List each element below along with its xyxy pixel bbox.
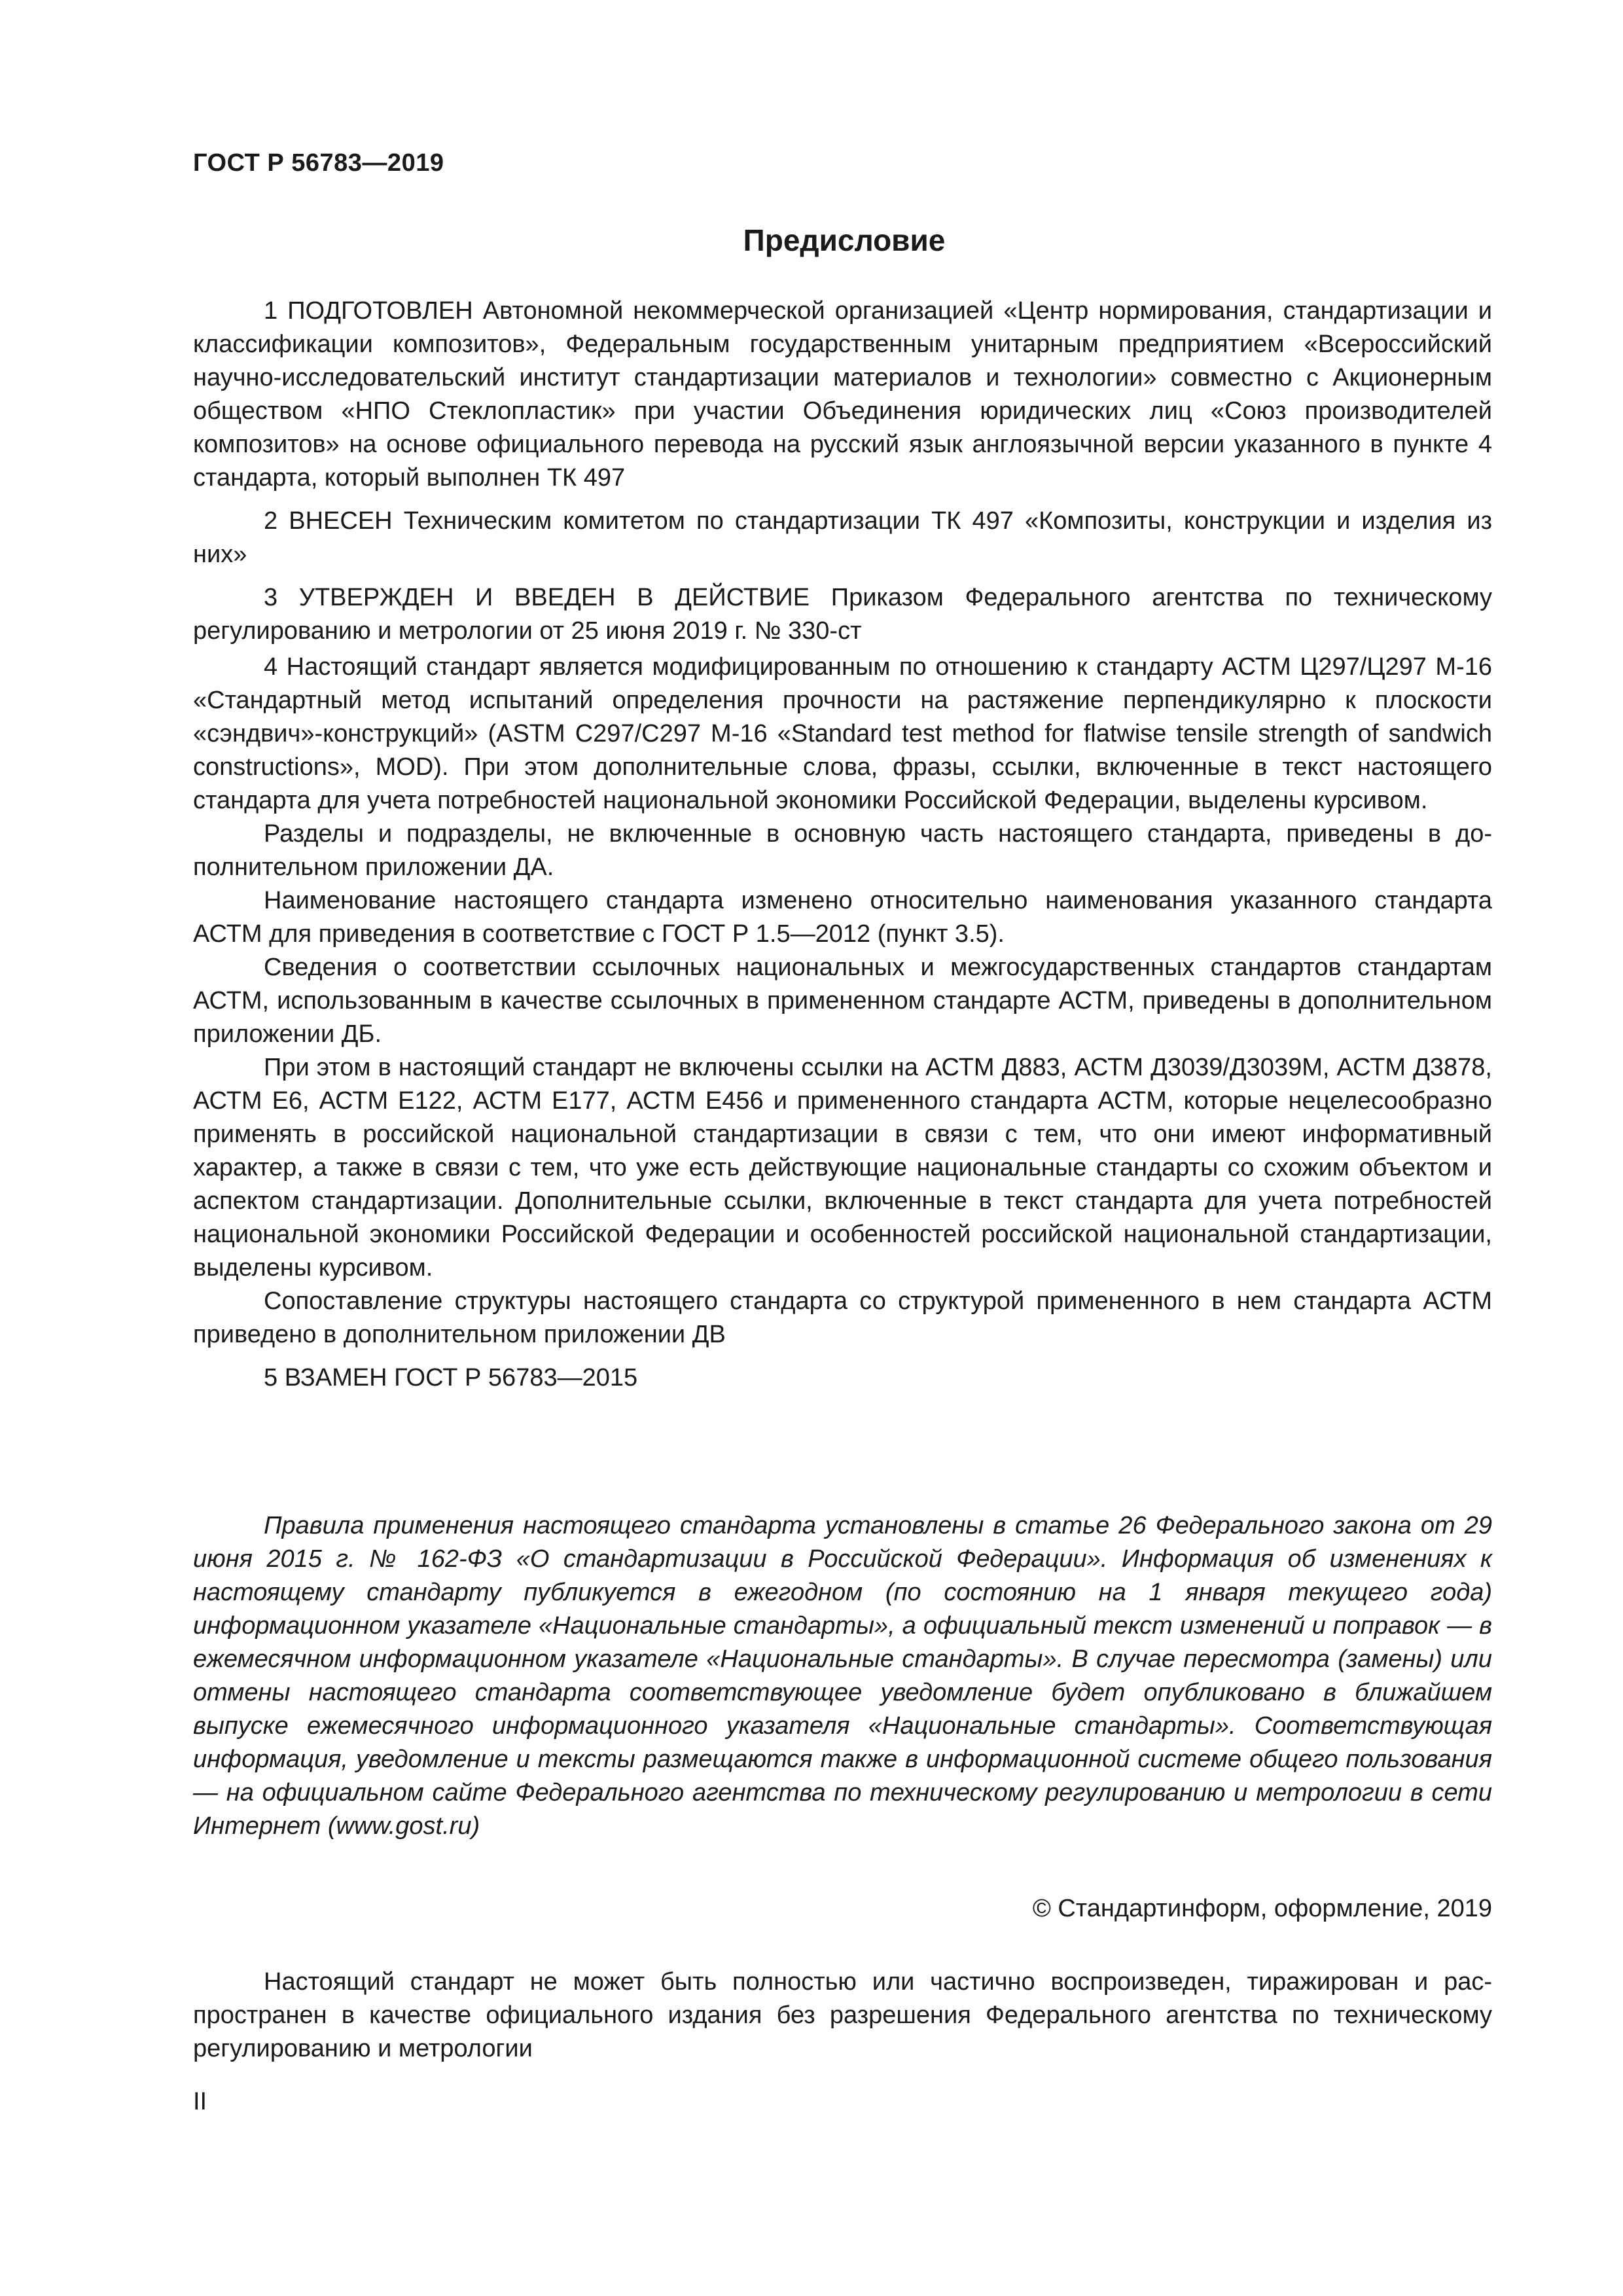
paragraph-introduced: 2 ВНЕСЕН Техническим комитетом по стандартизации ТК 497 «Композиты, конструкции и изделия из них» xyxy=(193,507,1492,568)
paragraph-prepared: 1 ПОДГОТОВЛЕН Автономной некоммерческой организацией «Центр нормирования, стандартизации и классификации композитов», Федеральным государственным унитарным предприятием «Всероссийский научно-исследовательский институт стандартизации материалов и технологии» совместно с Акционерным обществом «НПО Стеклопластик» при участии Объединения юридических лиц «Союз производителей композитов» на основе официального перевода на русский язык англоязычной версии указанного в пункте 4 стандарта, который выполнен ТК 497 xyxy=(193,297,1492,492)
paragraph-sections: Разделы и подразделы, не включенные в основную часть настоящего стандарта, приведены в дополнительном приложении ДА. xyxy=(193,820,1492,881)
copyright-line: © Стандартинформ, оформление, 2019 xyxy=(1032,1895,1492,1922)
paragraph-modified: 4 Настоящий стандарт является модифицированным по отношению к стандарту АСТМ Ц297/Ц297 М-16 «Стандартный метод испытаний определения прочности на растяжение перпендикулярно к плоскости «сэндвич»-конструкций» (ASTM C297/C297 M-16 «Standard test method for flatwise tensile strength of sandwich constructions», MOD). При этом дополнительные слова, фразы, ссылки, включенные в текст настоящего стандарта для учета потребностей национальной экономики Российской Федерации, выделены курсивом. xyxy=(193,653,1492,814)
document-code: ГОСТ Р 56783—2019 xyxy=(193,149,444,177)
reprint-text: Настоящий стандарт не может быть полностью или частично воспроизведен, тиражирован и распространен в качестве официального издания без разрешения Федерального агентства по техническому регулированию и метрологии xyxy=(193,1968,1492,2062)
preface-body xyxy=(193,295,1492,1395)
notice-text: Правила применения настоящего стандарта установлены в статье 26 Федерального закона от 29 июня 2015 г. № 162-ФЗ «О стандартизации в Российской Федерации». Информация об изменениях к настоящему стандарту публикуется в ежегодном (по состоянию на 1 января текущего года) информационном указателе «Национальные стандарты», а официальный текст изменений и поправок — в ежемесячном информационном указателе «Национальные стандарты». В случае пересмотра (замены) или отмены настоящего стандарта соответствующее уведомление будет опубликовано в ближайшем выпуске ежемесячного информационного указателя «Национальные стандарты». Соответствующая информация, уведомление и тексты размещаются также в информационной системе общего пользования — на официальном сайте Федерального агентства по техническому регулированию и метрологии в сети Интернет (www.gost.ru) xyxy=(193,1512,1492,1840)
paragraph-excluded-references: При этом в настоящий стандарт не включены ссылки на АСТМ Д883, АСТМ Д3039/Д3039М, АСТМ Д3878, АСТМ Е6, АСТМ Е122, АСТМ Е177, АСТМ Е456 и примененного стандарта АСТМ, которые нецелесообразно применять в российской национальной стандартизации в связи с тем, что они имеют информативный характер, а также в связи с тем, что уже есть действующие национальные стандарты со схожим объектом и аспектом стандартизации. Дополнительные ссылки, включенные в текст стандарта для учета потребностей национальной экономики Российской Федерации и особенностей российской национальной стандартизации, выделены курсивом. xyxy=(193,1054,1492,1282)
application-rules-notice xyxy=(193,1509,1492,1843)
paragraph-structure-comparison: Сопоставление структуры настоящего стандарта со структурой примененного в нем стандарта АСТМ приведено в дополнительном приложении ДВ xyxy=(193,1287,1492,1348)
page-number: II xyxy=(193,2088,207,2115)
reprint-restriction xyxy=(193,1965,1492,2066)
page-title: Предисловие xyxy=(743,223,946,257)
paragraph-references-info: Сведения о соответствии ссылочных национальных и межгосударственных стандартов стандартам АСТМ, использованным в качестве ссылочных в примененном стандарте АСТМ, приведены в дополнительном приложении ДБ. xyxy=(193,954,1492,1048)
paragraph-replaces: 5 ВЗАМЕН ГОСТ Р 56783—2015 xyxy=(264,1364,638,1391)
paragraph-approved: 3 УТВЕРЖДЕН И ВВЕДЕН В ДЕЙСТВИЕ Приказом Федерального агентства по техническому регулированию и метрологии от 25 июня 2019 г. № 330-ст xyxy=(193,584,1492,645)
paragraph-name-change: Наименование настоящего стандарта изменено относительно наименования указанного стандарта АСТМ для приведения в соответствие с ГОСТ Р 1.5—2012 (пункт 3.5). xyxy=(193,887,1492,948)
